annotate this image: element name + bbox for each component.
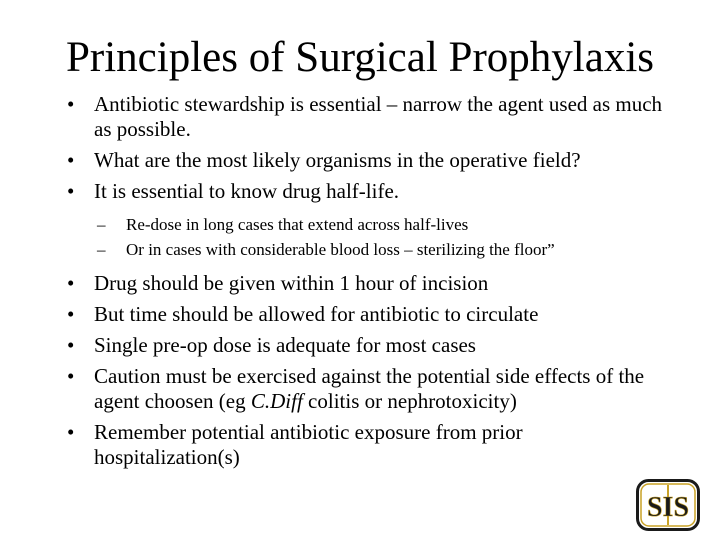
bullet-item	[62, 92, 672, 142]
bullet-text: Antibiotic stewardship is essential – narrow the agent used as much as possible.	[94, 92, 663, 141]
sub-bullet-text: Re-dose in long cases that extend across half-lives	[126, 215, 469, 234]
caution-text-italic: C.Diff	[250, 389, 303, 413]
sub-bullet-list	[62, 214, 672, 260]
bullet-icon: •	[67, 420, 75, 444]
bullet-item	[62, 302, 672, 327]
bullet-item-caution	[62, 364, 672, 414]
bullet-item	[62, 179, 672, 204]
bullet-icon: •	[67, 333, 75, 357]
bullet-icon: •	[67, 271, 75, 295]
bullet-text: Single pre-op dose is adequate for most cases	[94, 333, 476, 357]
bullet-icon: •	[67, 148, 75, 172]
bullet-item	[62, 420, 672, 470]
dash-icon: –	[97, 215, 106, 234]
sis-logo-icon	[636, 479, 700, 531]
dash-icon: –	[97, 240, 106, 259]
bullet-icon: •	[67, 92, 75, 116]
bullet-text: It is essential to know drug half-life.	[94, 179, 400, 203]
sub-bullet-text: Or in cases with considerable blood loss – sterilizing the floor”	[126, 240, 555, 259]
bullet-item	[62, 333, 672, 358]
bullet-text: Remember potential antibiotic exposure from prior hospitalization(s)	[94, 420, 523, 469]
bullet-text: What are the most likely organisms in the operative field?	[94, 148, 581, 172]
bullet-text	[94, 364, 644, 413]
bullet-text: But time should be allowed for antibiotic to circulate	[94, 302, 539, 326]
sub-bullet-item	[62, 214, 672, 235]
bullet-item	[62, 148, 672, 173]
slide-title: Principles of Surgical Prophylaxis	[65, 34, 655, 81]
caution-text-before: Caution must be exercised against the potential side effects of the agent choosen (eg	[94, 364, 645, 413]
slide-content	[62, 92, 672, 476]
bullet-item	[62, 271, 672, 296]
bullet-icon: •	[67, 364, 75, 388]
caution-text-after: colitis or nephrotoxicity)	[302, 389, 517, 413]
bullet-text: Drug should be given within 1 hour of incision	[94, 271, 489, 295]
sis-logo-text: SIS	[646, 492, 690, 523]
bullet-icon: •	[67, 302, 75, 326]
sub-bullet-item	[62, 239, 672, 260]
bullet-icon: •	[67, 179, 75, 203]
